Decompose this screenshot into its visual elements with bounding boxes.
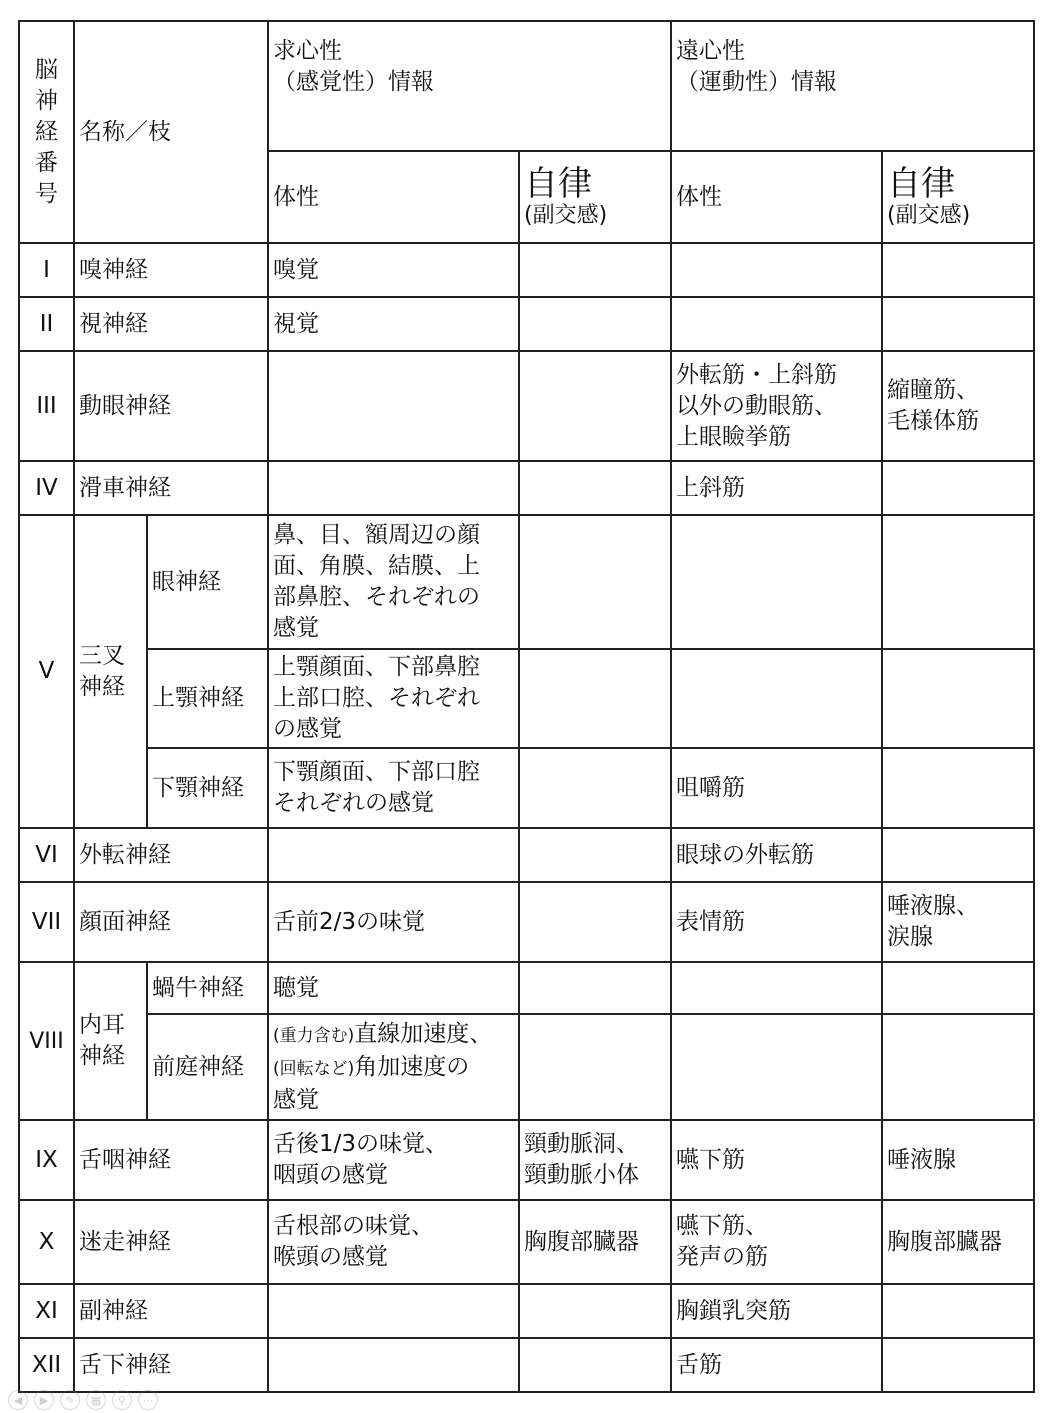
afferent-autonomic <box>519 649 671 748</box>
table-row <box>19 649 1034 748</box>
nerve-number: V <box>19 515 74 828</box>
nerve-name: 舌咽神経 <box>74 1120 268 1200</box>
table-row <box>19 1120 1034 1200</box>
afferent-somatic <box>268 1284 519 1338</box>
nerve-number: IX <box>19 1120 74 1200</box>
table-row <box>19 962 1034 1014</box>
table-row <box>19 1200 1034 1284</box>
afferent-somatic <box>268 828 519 882</box>
afferent-somatic: 舌後1/3の味覚、 咽頭の感覚 <box>268 1120 519 1200</box>
efferent-autonomic <box>882 1014 1034 1120</box>
afferent-autonomic <box>519 243 671 297</box>
efferent-somatic <box>671 962 882 1014</box>
table-row <box>19 297 1034 351</box>
afferent-somatic <box>268 351 519 461</box>
more-icon[interactable]: ⋯ <box>138 1390 158 1410</box>
efferent-somatic: 舌筋 <box>671 1338 882 1392</box>
nerve-name: 三叉 神経 <box>74 515 147 828</box>
nerve-name: 副神経 <box>74 1284 268 1338</box>
table-row <box>19 351 1034 461</box>
nerve-number: III <box>19 351 74 461</box>
nerve-name: 顔面神経 <box>74 882 268 962</box>
efferent-somatic: 上斜筋 <box>671 461 882 515</box>
afferent-somatic: 鼻、目、額周辺の顔 面、角膜、結膜、上 部鼻腔、それぞれの 感覚 <box>268 515 519 649</box>
afferent-somatic: 下顎顔面、下部口腔 それぞれの感覚 <box>268 748 519 828</box>
efferent-autonomic: 唾液腺 <box>882 1120 1034 1200</box>
header-name: 名称／枝 <box>74 21 268 243</box>
table-row <box>19 1284 1034 1338</box>
efferent-autonomic: 縮瞳筋、 毛様体筋 <box>882 351 1034 461</box>
nerve-name: 迷走神経 <box>74 1200 268 1284</box>
efferent-autonomic: 胸腹部臓器 <box>882 1200 1034 1284</box>
afferent-somatic <box>268 1338 519 1392</box>
header-afferent-somatic: 体性 <box>268 151 519 243</box>
efferent-somatic: 外転筋・上斜筋 以外の動眼筋、 上眼瞼挙筋 <box>671 351 882 461</box>
zoom-icon[interactable]: ⚲ <box>112 1390 132 1410</box>
afferent-autonomic <box>519 748 671 828</box>
header-efferent-autonomic: 自律 (副交感) <box>882 151 1034 243</box>
afferent-somatic: 舌前2/3の味覚 <box>268 882 519 962</box>
efferent-somatic <box>671 243 882 297</box>
afferent-somatic: (重力含む)直線加速度、 (回転など)角加速度の 感覚 <box>268 1014 519 1120</box>
nerve-number: X <box>19 1200 74 1284</box>
table-row <box>19 243 1034 297</box>
afferent-somatic: 舌根部の味覚、 喉頭の感覚 <box>268 1200 519 1284</box>
afferent-autonomic: 胸腹部臓器 <box>519 1200 671 1284</box>
nerve-number: VII <box>19 882 74 962</box>
branch-name: 前庭神経 <box>147 1014 268 1120</box>
nerve-name: 滑車神経 <box>74 461 268 515</box>
pen-icon[interactable]: ✎ <box>60 1390 80 1410</box>
afferent-autonomic: 頸動脈洞、 頸動脈小体 <box>519 1120 671 1200</box>
efferent-autonomic: 唾液腺、 涙腺 <box>882 882 1034 962</box>
table-row <box>19 828 1034 882</box>
efferent-somatic: 嚥下筋、 発声の筋 <box>671 1200 882 1284</box>
nerve-number: I <box>19 243 74 297</box>
header-nerve-number: 脳 神 経 番 号 <box>19 21 74 243</box>
branch-name: 蝸牛神経 <box>147 962 268 1014</box>
efferent-somatic: 嚥下筋 <box>671 1120 882 1200</box>
next-icon[interactable]: ▶ <box>34 1390 54 1410</box>
efferent-somatic: 眼球の外転筋 <box>671 828 882 882</box>
afferent-autonomic <box>519 1014 671 1120</box>
nerve-number: XII <box>19 1338 74 1392</box>
header-efferent-somatic: 体性 <box>671 151 882 243</box>
table-row <box>19 1014 1034 1120</box>
afferent-autonomic <box>519 962 671 1014</box>
table-row <box>19 515 1034 649</box>
afferent-somatic <box>268 461 519 515</box>
afferent-somatic: 聴覚 <box>268 962 519 1014</box>
nerve-name: 嗅神経 <box>74 243 268 297</box>
efferent-autonomic <box>882 962 1034 1014</box>
afferent-somatic: 嗅覚 <box>268 243 519 297</box>
table-row <box>19 1338 1034 1392</box>
branch-name: 上顎神経 <box>147 649 268 748</box>
efferent-autonomic <box>882 1338 1034 1392</box>
slides-icon[interactable]: ▦ <box>86 1390 106 1410</box>
header-afferent: 求心性 （感覚性）情報 <box>268 21 671 151</box>
nerve-name: 動眼神経 <box>74 351 268 461</box>
efferent-autonomic <box>882 828 1034 882</box>
afferent-somatic: 視覚 <box>268 297 519 351</box>
efferent-autonomic <box>882 1284 1034 1338</box>
efferent-autonomic <box>882 515 1034 649</box>
nerve-name: 舌下神経 <box>74 1338 268 1392</box>
afferent-autonomic <box>519 515 671 649</box>
afferent-autonomic <box>519 351 671 461</box>
table-row <box>19 748 1034 828</box>
branch-name: 眼神経 <box>147 515 268 649</box>
efferent-autonomic <box>882 297 1034 351</box>
efferent-somatic <box>671 515 882 649</box>
nerve-number: VI <box>19 828 74 882</box>
header-afferent-autonomic: 自律 (副交感) <box>519 151 671 243</box>
slide-controls <box>8 1390 158 1412</box>
afferent-autonomic <box>519 297 671 351</box>
afferent-autonomic <box>519 882 671 962</box>
afferent-autonomic <box>519 1338 671 1392</box>
nerve-name: 視神経 <box>74 297 268 351</box>
efferent-somatic: 咀嚼筋 <box>671 748 882 828</box>
branch-name: 下顎神経 <box>147 748 268 828</box>
efferent-somatic: 表情筋 <box>671 882 882 962</box>
prev-icon[interactable]: ◀ <box>8 1390 28 1410</box>
nerve-number: II <box>19 297 74 351</box>
afferent-autonomic <box>519 1284 671 1338</box>
nerve-number: XI <box>19 1284 74 1338</box>
efferent-autonomic <box>882 243 1034 297</box>
table-row <box>19 882 1034 962</box>
efferent-somatic <box>671 297 882 351</box>
nerve-number: VIII <box>19 962 74 1120</box>
cranial-nerve-table <box>18 20 1035 1393</box>
afferent-autonomic <box>519 461 671 515</box>
efferent-autonomic <box>882 748 1034 828</box>
nerve-number: IV <box>19 461 74 515</box>
header-efferent: 遠心性 （運動性）情報 <box>671 21 1034 151</box>
efferent-somatic <box>671 1014 882 1120</box>
table-row <box>19 461 1034 515</box>
nerve-name: 外転神経 <box>74 828 268 882</box>
afferent-autonomic <box>519 828 671 882</box>
efferent-somatic <box>671 649 882 748</box>
efferent-autonomic <box>882 461 1034 515</box>
efferent-somatic: 胸鎖乳突筋 <box>671 1284 882 1338</box>
nerve-name: 内耳 神経 <box>74 962 147 1120</box>
efferent-autonomic <box>882 649 1034 748</box>
afferent-somatic: 上顎顔面、下部鼻腔 上部口腔、それぞれ の感覚 <box>268 649 519 748</box>
